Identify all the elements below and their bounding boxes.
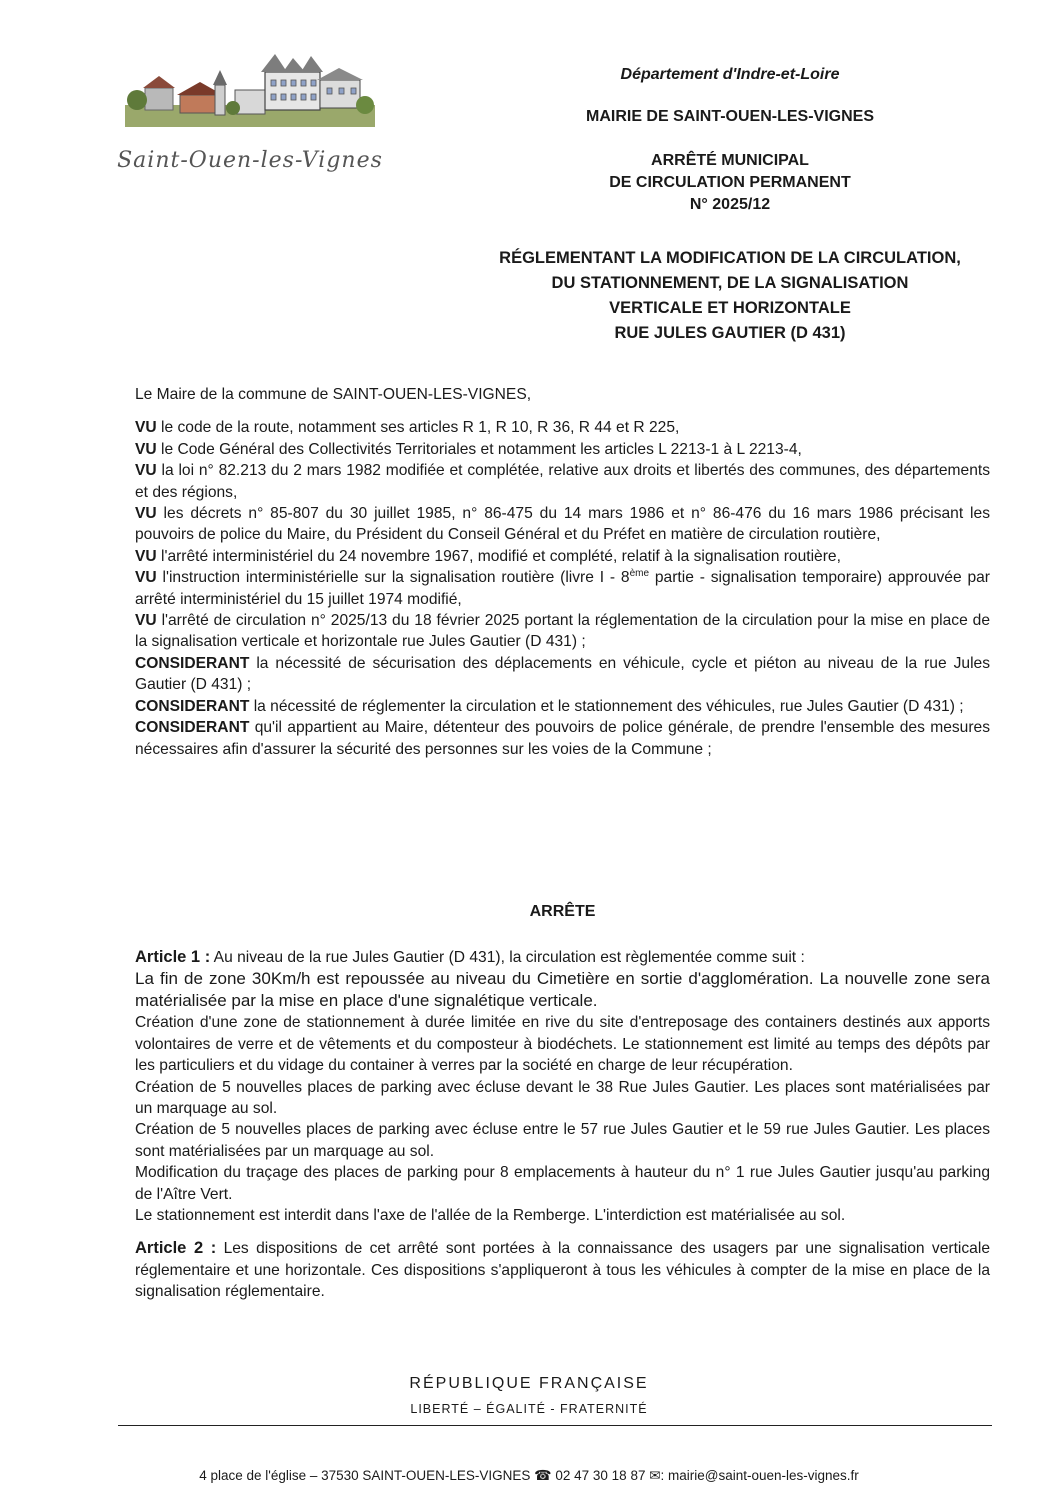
article-1-paragraph: Création de 5 nouvelles places de parking avec écluse entre le 57 rue Jules Gautier et le 59 rue Jules Gautier. Les places sont matérialisées par un marquage au sol. — [135, 1121, 990, 1160]
arrete-number: N° 2025/12 — [689, 196, 771, 213]
envelope-icon: ✉: — [649, 1468, 665, 1483]
subject-line3: VERTICALE ET HORIZONTALE — [609, 299, 851, 317]
municipality-logo — [115, 50, 385, 200]
telephone-icon: ☎ — [534, 1467, 552, 1483]
visa-2 — [135, 439, 990, 460]
phone-number: 02 47 30 18 87 — [551, 1468, 650, 1483]
subject-line4: RUE JULES GAUTIER (D 431) — [614, 324, 846, 342]
visa-4 — [135, 503, 990, 546]
address-text: 4 place de l'église – 37530 SAINT-OUEN-LES-VIGNES — [199, 1468, 535, 1483]
article-1-intro-text: Au niveau de la rue Jules Gautier (D 431), la circulation est règlementée comme suit : — [210, 949, 805, 966]
footer-address — [0, 1467, 1058, 1484]
email-address: mairie@saint-ouen-les-vignes.fr — [664, 1468, 859, 1483]
vu-keyword: VU — [135, 569, 157, 587]
arrete-heading: ARRÊTE — [529, 903, 596, 920]
superscript: ème — [629, 568, 650, 580]
subject-line2: DU STATIONNEMENT, DE LA SIGNALISATION — [551, 274, 909, 292]
considerant-3 — [135, 717, 990, 760]
visa-text: les décrets n° 85-807 du 30 juillet 1985, n° 86-475 du 14 mars 1986 et n° 86-476 du 16 mars 1986 précisant les pouvoirs de police du Maire, du Président du Conseil Général et du Préfet en matière de circulation routière, — [135, 505, 990, 544]
considerant-2 — [135, 696, 990, 717]
considerant-text: la nécessité de sécurisation des déplacements en véhicule, cycle et piéton au niveau de la rue Jules Gautier (D 431) ; — [135, 654, 990, 694]
article-1-paragraph: Le stationnement est interdit dans l'axe de l'allée de la Remberge. L'interdiction est matérialisée au sol. — [135, 1207, 846, 1225]
vu-keyword: VU — [135, 462, 157, 480]
considerant-keyword: CONSIDERANT — [135, 719, 250, 737]
preamble-intro: Le Maire de la commune de SAINT-OUEN-LES-VIGNES, — [135, 386, 532, 403]
visa-text: le Code Général des Collectivités Territoriales et notamment les articles L 2213-1 à L 2213-4, — [156, 440, 802, 458]
vu-keyword: VU — [135, 440, 157, 458]
article-2-text: Les dispositions de cet arrêté sont portées à la connaissance des usagers par une signalisation verticale réglementaire et une horizontale. Ces dispositions s'appliqueront à tous les véhicules à compter de la mise en place de la signalisation réglementaire. — [135, 1240, 990, 1301]
logo-caption: Saint-Ouen-les-Vignes — [117, 148, 383, 173]
visa-5 — [135, 546, 990, 567]
visa-text: l'arrêté interministériel du 24 novembre 1967, modifié et complété, relatif à la signalisation routière, — [156, 547, 841, 565]
vu-keyword: VU — [135, 547, 157, 565]
considerant-1 — [135, 653, 990, 696]
arrete-title-line2: DE CIRCULATION PERMANENT — [609, 174, 851, 191]
subject-line1: RÉGLEMENTANT LA MODIFICATION DE LA CIRCULATION, — [499, 249, 961, 267]
article-1-paragraph: Modification du traçage des places de parking pour 8 emplacements à hauteur du n° 1 rue Jules Gautier jusqu'au parking de l'Aître Vert. — [135, 1164, 990, 1203]
article-1-intro — [135, 947, 990, 968]
article-1-paragraph: La fin de zone 30Km/h est repoussée au niveau du Cimetière en sortie d'agglomération. La nouvelle zone sera matérialisée par la mise en place d'une signalétique verticale. — [135, 969, 990, 1011]
considerant-keyword: CONSIDERANT — [135, 697, 250, 715]
visa-text: la loi n° 82.213 du 2 mars 1982 modifiée et complétée, relative aux droits et libertés des communes, des départements et des régions, — [135, 462, 990, 501]
considerant-text: la nécessité de réglementer la circulation et le stationnement des véhicules, rue Jules Gautier (D 431) ; — [249, 697, 964, 715]
article-2 — [135, 1238, 990, 1302]
visa-text: l'arrêté de circulation n° 2025/13 du 18 février 2025 portant la réglementation de la circulation pour la mise en place de la signalisation verticale et horizontale rue Jules Gautier (D 431) ; — [135, 612, 990, 651]
visa-1 — [135, 417, 990, 438]
arrete-subject — [470, 246, 990, 346]
considerant-keyword: CONSIDERANT — [135, 654, 250, 672]
article-1-paragraph: Création de 5 nouvelles places de parking avec écluse devant le 38 Rue Jules Gautier. Les places sont matérialisées par un marquage au sol. — [135, 1078, 990, 1118]
arrete-title-line1: ARRÊTÉ MUNICIPAL — [651, 152, 809, 169]
footer-divider — [118, 1425, 992, 1426]
article-2-label: Article 2 : — [135, 1239, 217, 1258]
visa-text: l'instruction interministérielle sur la signalisation routière (livre I - 8 — [156, 569, 630, 587]
vu-keyword: VU — [135, 505, 157, 523]
mairie-name: MAIRIE DE SAINT-OUEN-LES-VIGNES — [585, 108, 875, 125]
visa-6 — [135, 567, 990, 610]
article-1-label: Article 1 : — [135, 948, 211, 966]
visa-3 — [135, 460, 990, 503]
preamble — [135, 384, 990, 760]
articles — [135, 947, 990, 1303]
visa-text: le code de la route, notamment ses articles R 1, R 10, R 36, R 44 et R 225, — [156, 419, 680, 437]
article-1-paragraph: Création d'une zone de stationnement à durée limitée en rive du site d'entreposage des containers destinés aux apports volontaires de verre et de vêtements et du composteur à biodéchets. Le stationnement est limité au temps des dépôts par les particuliers et du vidage du container à verres par la société en charge de leur récupération. — [135, 1014, 990, 1075]
considerant-text: qu'il appartient au Maire, détenteur des pouvoirs de police générale, de prendre l'ensemble des mesures nécessaires afin d'assurer la sécurité des personnes sur les voies de la Commune ; — [135, 719, 990, 758]
village-illustration — [115, 50, 385, 140]
vu-keyword: VU — [135, 612, 157, 630]
devise: LIBERTÉ – ÉGALITÉ - FRATERNITÉ — [410, 1402, 648, 1416]
visa-7 — [135, 610, 990, 653]
republique-francaise: RÉPUBLIQUE FRANÇAISE — [409, 1375, 649, 1392]
department-name: Département d'Indre-et-Loire — [620, 66, 840, 83]
vu-keyword: VU — [135, 419, 157, 437]
arrete-title — [470, 150, 990, 216]
visa-text: partie - signalisation temporaire) approuvée par arrêté interministériel du 15 juillet 1974 modifié, — [135, 569, 990, 608]
